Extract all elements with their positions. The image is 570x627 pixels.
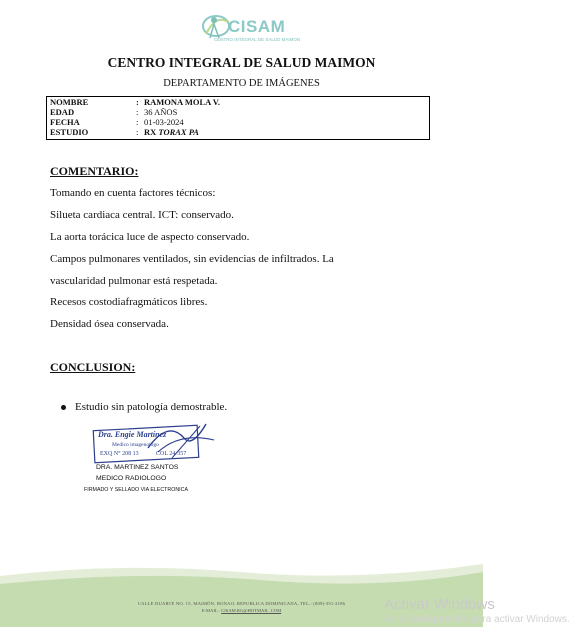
info-key: EDAD — [50, 107, 75, 117]
stamp-name: Dra. Engie Martínez — [98, 430, 167, 439]
comment-line: Tomando en cuenta factores técnicos: — [50, 187, 216, 199]
logo-name: CISAM — [228, 17, 286, 36]
bullet-icon — [61, 405, 66, 410]
info-row-study: ESTUDIO : RX TORAX PA — [50, 127, 199, 137]
stamp-id: EXQ N° 208 13 — [100, 451, 139, 457]
info-value-bold: RX — [144, 127, 157, 137]
info-key: FECHA — [50, 117, 80, 127]
comment-line: vascularidad pulmonar está respetada. — [50, 275, 218, 287]
comment-line: Campos pulmonares ventilados, sin evidencias de infiltrados. La — [50, 253, 334, 265]
activation-watermark: Activar Windows — [384, 596, 495, 613]
info-value: 01-03-2024 — [144, 117, 184, 127]
conclusion-item — [62, 401, 227, 413]
email-label: E-MAIL : — [201, 608, 221, 613]
info-key: NOMBRE — [50, 97, 89, 107]
info-row-date: FECHA : 01-03-2024 — [50, 117, 184, 127]
document-title: CENTRO INTEGRAL DE SALUD MAIMON — [107, 55, 376, 70]
conclusion-text: Estudio sin patología demostrable. — [75, 401, 228, 413]
info-value-italic: TORAX PA — [158, 127, 199, 137]
doctor-title: MEDICO RADIOLOGO — [96, 475, 167, 482]
stamp-code: COL 24-357 — [156, 451, 187, 457]
info-key: ESTUDIO — [50, 127, 89, 137]
conclusion-heading: CONCLUSION: — [50, 360, 136, 374]
info-value: RAMONA MOLA V. — [144, 97, 220, 107]
stamp-title: Medico imagenologo — [112, 442, 159, 448]
comentario-heading: COMENTARIO: — [50, 164, 139, 178]
patient-info-box — [46, 96, 430, 140]
comment-line: La aorta torácica luce de aspecto conservado. — [50, 231, 250, 243]
signature-note: FIRMADO Y SELLADO VIA ELECTRONICA — [84, 487, 189, 493]
email-link[interactable]: CISAM.RG@HOTMAIL .COM — [221, 608, 282, 613]
info-value: 36 AÑOS — [144, 107, 178, 117]
comment-line: Densidad ósea conservada. — [50, 318, 169, 330]
signature-stamp — [88, 418, 220, 466]
department-name: DEPARTAMENTO DE IMÁGENES — [163, 78, 320, 89]
footer-address: CALLE DUARTE NO. 15, MAIMÓN, BONAO, REPUBLICA DOMINICANA, TEL.: (809)-351-2186 — [137, 601, 346, 606]
cisam-logo — [192, 8, 302, 48]
doctor-name: DRA. MARTINEZ SANTOS — [96, 464, 179, 471]
comment-line: Recesos costodiafragmáticos libres. — [50, 296, 208, 308]
logo-subtitle: CENTRO INTEGRAL DE SALUD MAIMON — [214, 37, 301, 42]
comment-line: Silueta cardiaca central. ICT: conservado. — [50, 209, 234, 221]
activation-watermark-sub: Ve a Configuración para activar Windows. — [384, 614, 570, 625]
info-row-age: EDAD : 36 AÑOS — [50, 107, 178, 117]
info-row-name: NOMBRE : RAMONA MOLA V. — [50, 97, 220, 107]
